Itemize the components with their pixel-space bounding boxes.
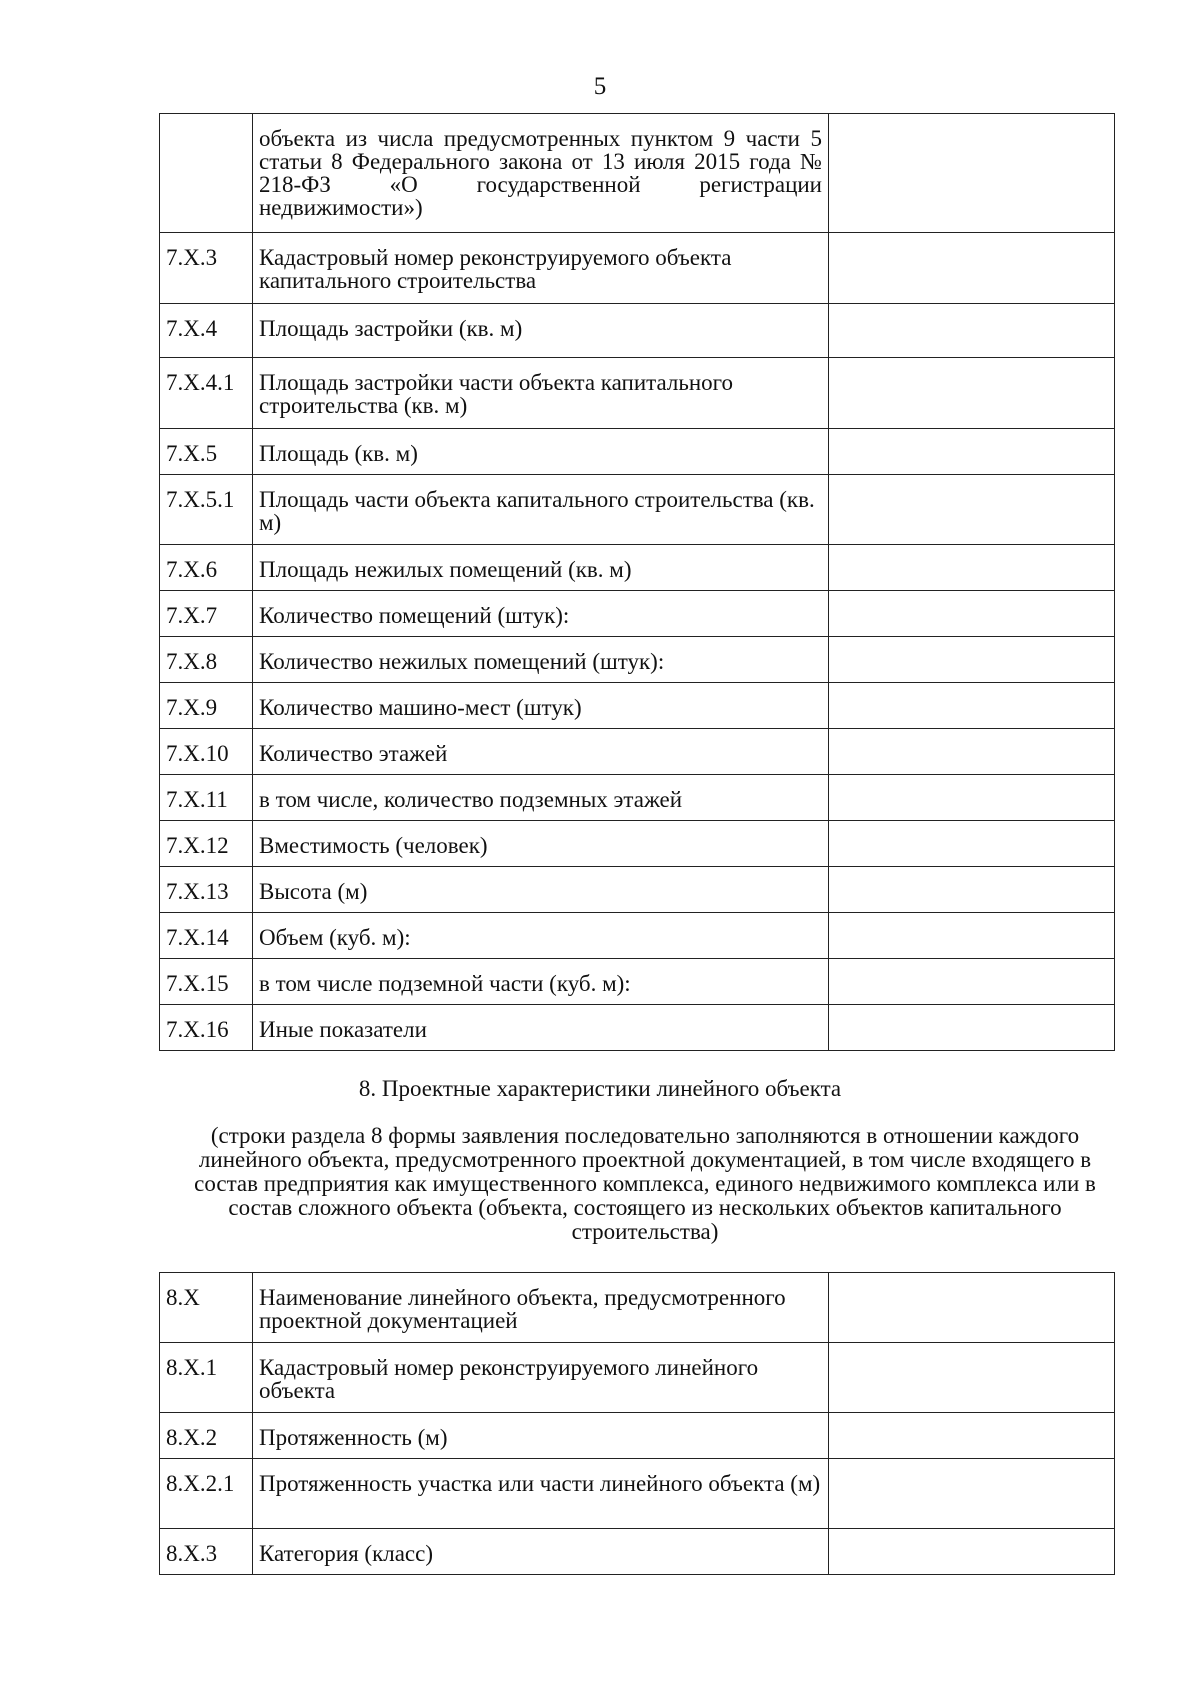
row-number: 7.X.16 (160, 1005, 253, 1051)
page-number: 5 (593, 73, 607, 100)
row-label: Протяженность участка или части линейного объекта (м) (253, 1459, 829, 1529)
table-row (160, 867, 1115, 913)
row-number: 7.X.5.1 (160, 475, 253, 545)
value-cell[interactable] (829, 1459, 1115, 1529)
value-cell[interactable] (829, 545, 1115, 591)
table-row (160, 114, 1115, 233)
value-cell[interactable] (829, 591, 1115, 637)
row-label: Вместимость (человек) (253, 821, 829, 867)
value-cell[interactable] (829, 358, 1115, 429)
table-row (160, 1343, 1115, 1413)
row-label: Площадь застройки части объекта капитального строительства (кв. м) (253, 358, 829, 429)
section-8-note: (строки раздела 8 формы заявления последовательно заполняются в отношении каждого линейного объекта, предусмотренного проектной документацией, в том числе входящего в состав предприятия как имущественного комплекса, единого недвижимого комплекса или в состав сложного объекта (объекта, состоящего из нескольких объектов капитального строительства) (194, 1123, 1096, 1244)
row-label: Площадь части объекта капитального строительства (кв. м) (253, 475, 829, 545)
row-number: 7.X.15 (160, 959, 253, 1005)
table-row (160, 545, 1115, 591)
value-cell[interactable] (829, 475, 1115, 545)
section-7-table (159, 113, 1115, 1051)
row-number: 7.X.11 (160, 775, 253, 821)
value-cell[interactable] (829, 233, 1115, 304)
row-label: Количество нежилых помещений (штук): (253, 637, 829, 683)
table-row (160, 637, 1115, 683)
table-row (160, 304, 1115, 358)
row-label: в том числе, количество подземных этажей (253, 775, 829, 821)
row-label: Кадастровый номер реконструируемого объекта капитального строительства (253, 233, 829, 304)
row-label: Количество машино-мест (штук) (253, 683, 829, 729)
row-number: 7.X.4.1 (160, 358, 253, 429)
value-cell[interactable] (829, 429, 1115, 475)
table-row (160, 358, 1115, 429)
value-cell[interactable] (829, 683, 1115, 729)
value-cell[interactable] (829, 1413, 1115, 1459)
value-cell[interactable] (829, 114, 1115, 233)
value-cell[interactable] (829, 913, 1115, 959)
row-number: 7.X.13 (160, 867, 253, 913)
row-label: Категория (класс) (253, 1529, 829, 1575)
row-number: 7.X.5 (160, 429, 253, 475)
row-label: Наименование линейного объекта, предусмотренного проектной документацией (253, 1273, 829, 1343)
table-row (160, 233, 1115, 304)
table-row (160, 1459, 1115, 1529)
table-row (160, 959, 1115, 1005)
value-cell[interactable] (829, 1529, 1115, 1575)
table-row (160, 1413, 1115, 1459)
row-number: 7.X.10 (160, 729, 253, 775)
row-number: 7.X.4 (160, 304, 253, 358)
table-row (160, 683, 1115, 729)
value-cell[interactable] (829, 1343, 1115, 1413)
table-row (160, 1273, 1115, 1343)
row-number (160, 114, 253, 233)
table-row (160, 1005, 1115, 1051)
row-number: 7.X.7 (160, 591, 253, 637)
row-label: Протяженность (м) (253, 1413, 829, 1459)
row-label: Количество помещений (штук): (253, 591, 829, 637)
row-number: 8.X.3 (160, 1529, 253, 1575)
table-row (160, 821, 1115, 867)
section-8-heading: 8. Проектные характеристики линейного объекта (358, 1076, 842, 1101)
value-cell[interactable] (829, 1273, 1115, 1343)
row-label: Иные показатели (253, 1005, 829, 1051)
table-row (160, 913, 1115, 959)
value-cell[interactable] (829, 304, 1115, 358)
row-number: 8.X (160, 1273, 253, 1343)
row-label: Высота (м) (253, 867, 829, 913)
value-cell[interactable] (829, 959, 1115, 1005)
row-number: 7.X.6 (160, 545, 253, 591)
row-label: в том числе подземной части (куб. м): (253, 959, 829, 1005)
row-number: 7.X.12 (160, 821, 253, 867)
row-label: Кадастровый номер реконструируемого линейного объекта (253, 1343, 829, 1413)
value-cell[interactable] (829, 821, 1115, 867)
table-row (160, 729, 1115, 775)
table-row (160, 1529, 1115, 1575)
row-label: Объем (куб. м): (253, 913, 829, 959)
value-cell[interactable] (829, 637, 1115, 683)
section-8-table (159, 1272, 1115, 1575)
table-row (160, 475, 1115, 545)
row-number: 8.X.2.1 (160, 1459, 253, 1529)
value-cell[interactable] (829, 867, 1115, 913)
row-label: объекта из числа предусмотренных пунктом 9 части 5 статьи 8 Федерального закона от 13 июля 2015 года № 218-ФЗ «О государственной регистрации недвижимости») (253, 114, 829, 233)
row-number: 7.X.14 (160, 913, 253, 959)
table-row (160, 429, 1115, 475)
table-row (160, 775, 1115, 821)
row-number: 7.X.9 (160, 683, 253, 729)
value-cell[interactable] (829, 1005, 1115, 1051)
row-label: Количество этажей (253, 729, 829, 775)
row-label: Площадь нежилых помещений (кв. м) (253, 545, 829, 591)
row-label: Площадь застройки (кв. м) (253, 304, 829, 358)
value-cell[interactable] (829, 775, 1115, 821)
row-number: 7.X.3 (160, 233, 253, 304)
value-cell[interactable] (829, 729, 1115, 775)
row-number: 8.X.1 (160, 1343, 253, 1413)
row-number: 7.X.8 (160, 637, 253, 683)
row-label: Площадь (кв. м) (253, 429, 829, 475)
table-row (160, 591, 1115, 637)
row-number: 8.X.2 (160, 1413, 253, 1459)
